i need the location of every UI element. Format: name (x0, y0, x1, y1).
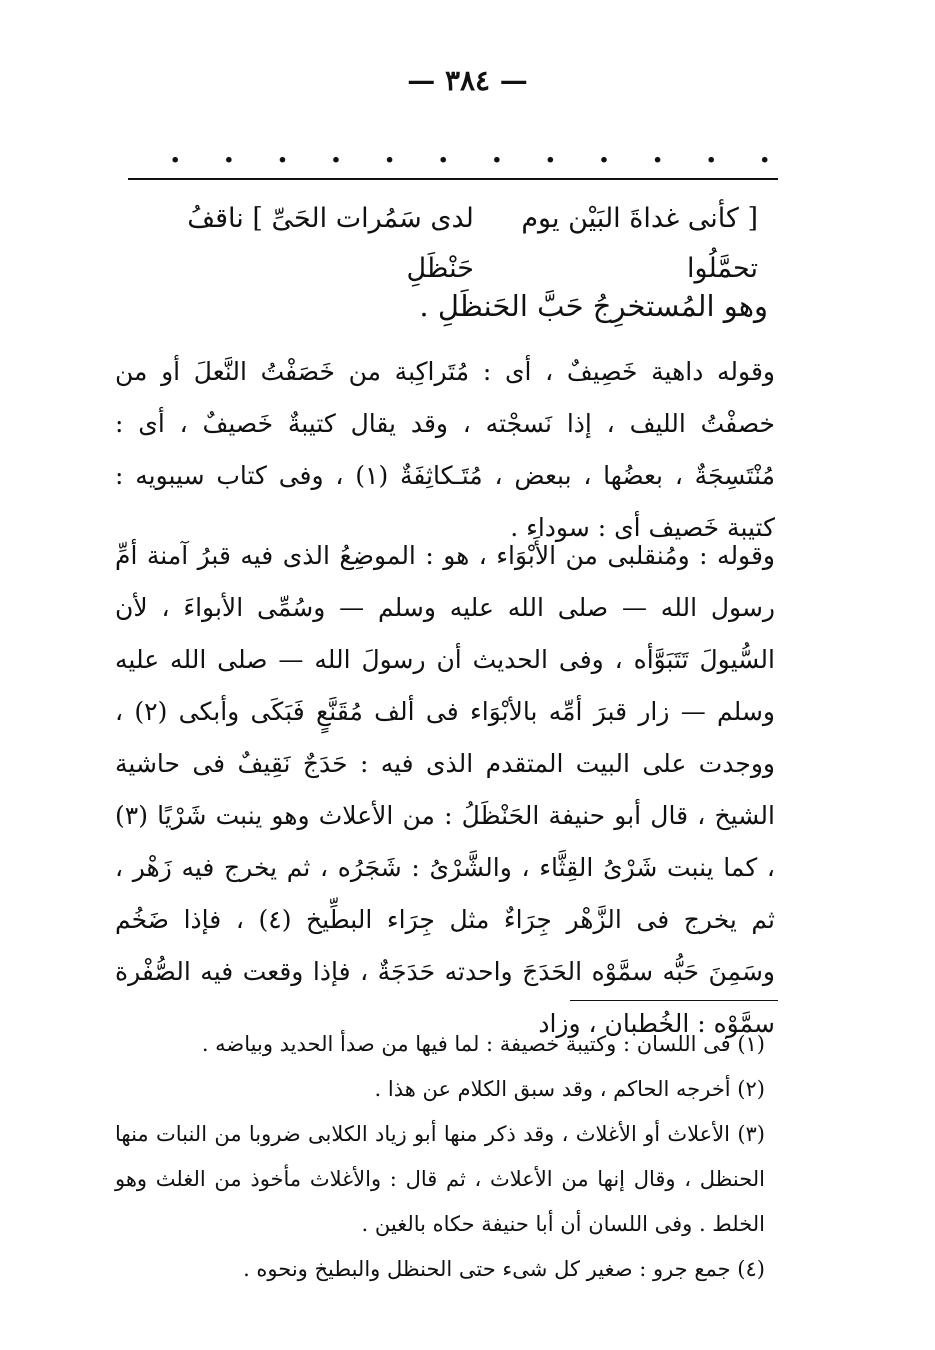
page-number: — ٣٨٤ — (407, 64, 528, 97)
header-divider (128, 178, 778, 180)
dot: . (705, 135, 717, 170)
dot: . (759, 135, 770, 170)
ellipsis-dots (170, 135, 770, 170)
dot: . (598, 135, 610, 170)
dot: . (277, 135, 288, 170)
body-paragraph-1: وقوله داهية خَصِيفٌ ، أى : مُتَراكِبة من خَصَفْتُ النَّعلَ أو من خصفْتُ الليف ، إذا نَسجْته ، وقد يقال كتيبةٌ خَصيفٌ ، أى : مُنْتَسِجَةٌ ، بعضُها ، ببعض ، مُتَـكاثِفَةٌ (١) ، وفى كتاب سيبويه : كتيبة خَصيف أى : سوداء . (115, 357, 775, 542)
verse-first-hemistich: [ كأنى غداةَ البَيْن يوم تحمَّلُوا (521, 203, 758, 284)
dot: . (491, 135, 503, 170)
dot: . (652, 135, 663, 170)
verse-explanation: وهو المُستخرِجُ حَبَّ الحَنظَلِ . (419, 289, 768, 323)
body-paragraph-2: وقوله : ومُنقلبى من الأَبْوَاء ، هو : الموضِعُ الذى فيه قبرُ آمنة أمِّ رسول الله — صلى الله عليه وسلم — وسُمِّى الأبواءَ ، لأن السُّيولَ تَتَبَوَّأه ، وفى الحديث أن رسولَ الله — صلى الله عليه وسلم — زار قبرَ أمِّه بالأبْوَاء فى ألف مُقَنَّعٍ فَبَكَى وأبكى (٢) ، ووجدت على البيت المتقدم الذى فيه : حَدَجٌ نَقِيفٌ فى حاشية الشيخ ، قال أبو حنيفة الحَنْظَلُ : من الأعلاث وهو ينبت شَرْيًا (٣) ، كما ينبت شَرْىُ القِثَّاء ، والشَّرْىُ : شَجَرُه ، ثم يخرج فيه زَهْر ، ثم يخرج فى الزَّهْر جِرَاءٌ مثل جِرَاء البطِّيخ (٤) ، فإذا ضَخُم وسَمِنَ حَبُّه سمَّوْه الحَدَجَ واحدته حَدَجَةٌ ، فإذا وقعت فيه الصُّفْرة سمَّوْه : الخُطبان ، وزاد (115, 541, 775, 1038)
footnote-4: (٤) جمع جرو : صغير كل شىء حتى الحنظل والبطيخ ونحوه . (243, 1257, 765, 1281)
footnote-3: (٣) الأعلاث أو الأغلاث ، وقد ذكر منها أبو زياد الكلابى ضروبا من النبات منها الحنظل ، وقال إنها من الأعلاث ، ثم قال : والأغلاث مأخوذ من الغلث وهو الخلط . وفى اللسان أن أبا حنيفة حكاه بالغين . (115, 1122, 765, 1236)
dot: . (170, 135, 181, 170)
verse-second-hemistich: لدى سَمُرات الحَىِّ ] ناقفُ حَنْظَلِ (187, 203, 474, 284)
dot: . (223, 135, 235, 170)
footnote-divider (570, 1000, 778, 1001)
dot: . (545, 135, 556, 170)
poetry-verse (148, 194, 758, 294)
dot: . (330, 135, 342, 170)
footnote-2: (٢) أخرجه الحاكم ، وقد سبق الكلام عن هذا . (374, 1077, 765, 1101)
footnote-1: (١) فى اللسان : وكتيبة خصيفة : لما فيها من صدأ الحديد وبياضه . (201, 1032, 765, 1056)
dot: . (384, 135, 395, 170)
footnotes (115, 1022, 765, 1292)
dot: . (437, 135, 449, 170)
